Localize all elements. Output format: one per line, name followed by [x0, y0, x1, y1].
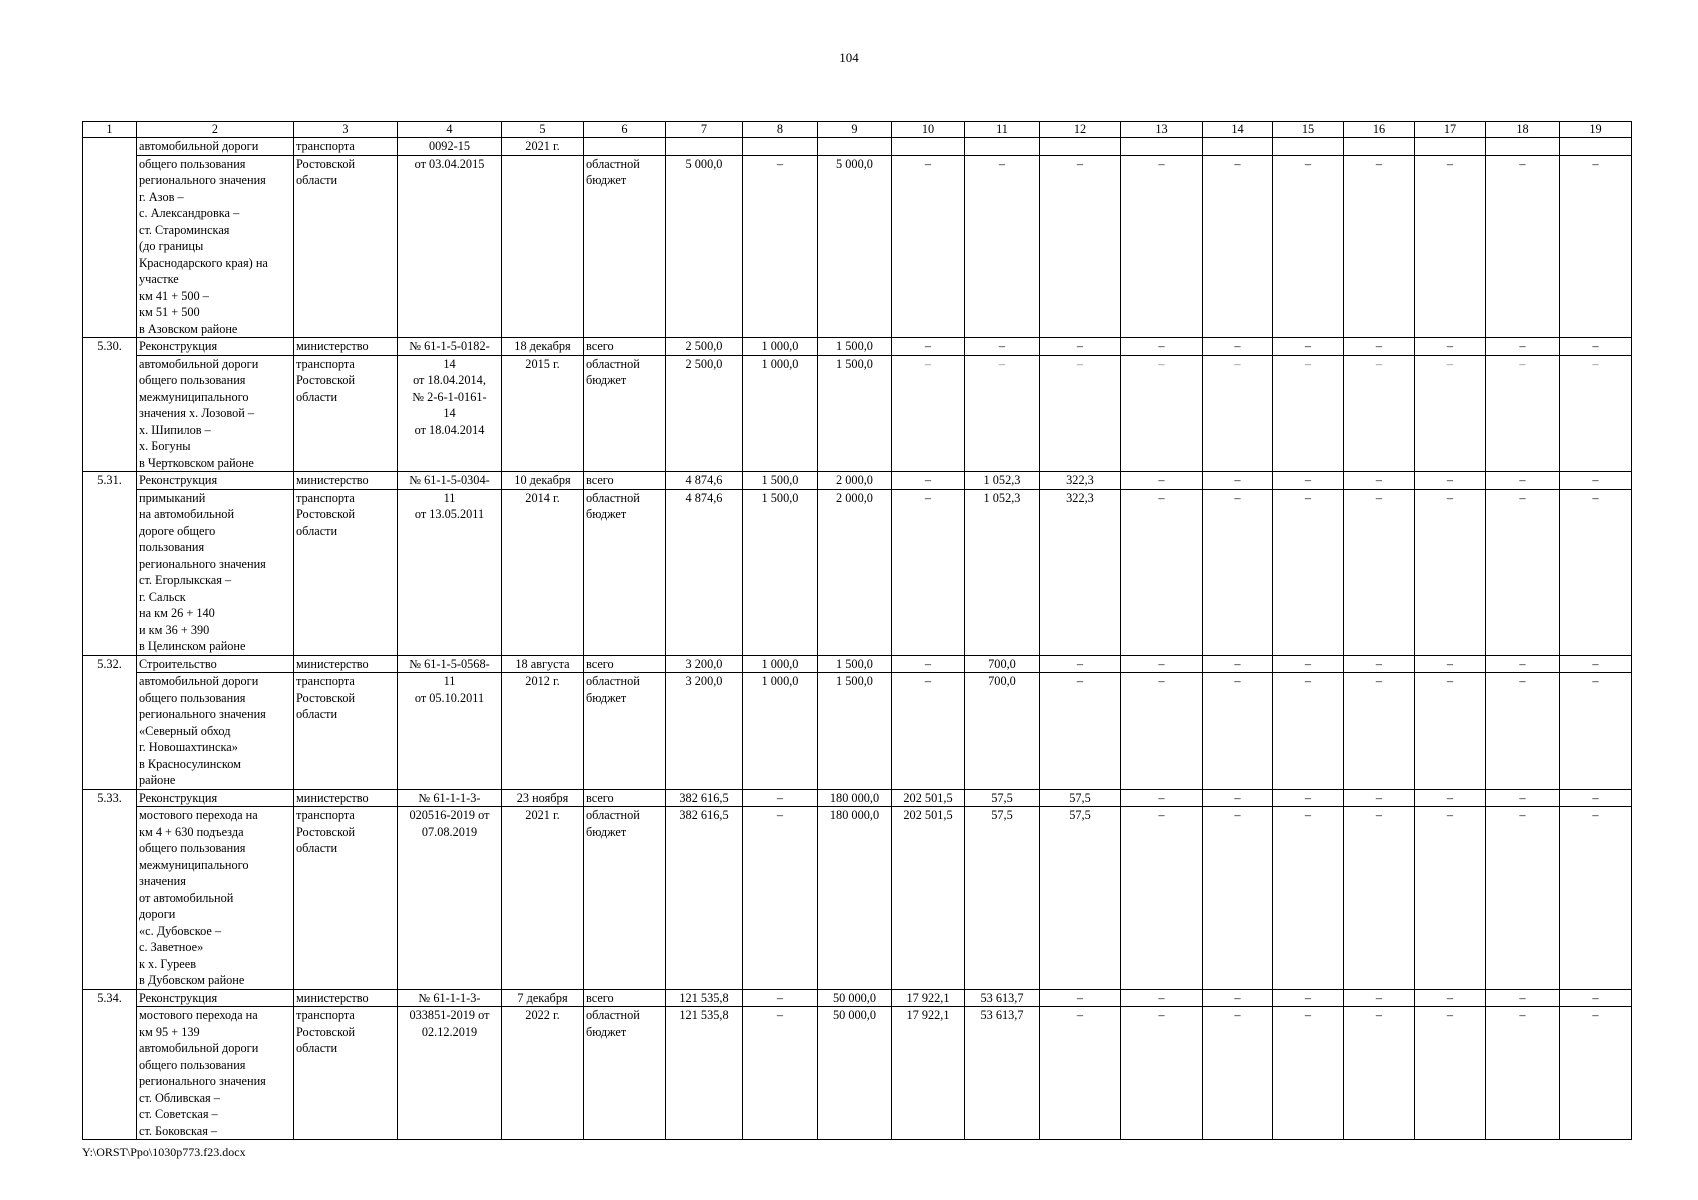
- amount-cell: –: [892, 355, 965, 472]
- amount-cell: –: [1344, 155, 1415, 338]
- completion-date-cell: [502, 155, 584, 338]
- amount-cell: 1 500,0: [743, 489, 818, 655]
- amount-cell: –: [1415, 338, 1486, 356]
- amount-cell: –: [1273, 989, 1344, 1007]
- amount-cell: –: [1415, 1007, 1486, 1140]
- amount-cell: 2 500,0: [666, 355, 743, 472]
- document-number-cell: 0092-15: [398, 138, 502, 156]
- document-number-cell: № 61-1-1-3-: [398, 989, 502, 1007]
- amount-cell: –: [1486, 807, 1560, 990]
- amount-cell: –: [743, 807, 818, 990]
- amount-cell: 121 535,8: [666, 989, 743, 1007]
- amount-cell: 2 500,0: [666, 338, 743, 356]
- amount-cell: –: [1121, 489, 1203, 655]
- amount-cell: 1 500,0: [818, 673, 892, 790]
- amount-cell: –: [1560, 789, 1632, 807]
- funding-source-cell: всего: [584, 655, 666, 673]
- item-number-cell: 5.30.: [83, 338, 137, 472]
- amount-cell: –: [1415, 472, 1486, 490]
- amount-cell: 5 000,0: [818, 155, 892, 338]
- amount-cell: –: [1560, 472, 1632, 490]
- completion-date-cell: 18 августа: [502, 655, 584, 673]
- table-row: [83, 655, 1632, 673]
- amount-cell: –: [743, 1007, 818, 1140]
- organization-cell: транспорта Ростовской области: [294, 807, 398, 990]
- table-row: [83, 489, 1632, 655]
- amount-cell: [1273, 138, 1344, 156]
- amount-cell: –: [1273, 355, 1344, 472]
- item-number-cell: 5.32.: [83, 655, 137, 789]
- amount-cell: [1040, 138, 1121, 156]
- object-name-cell: Реконструкция: [137, 338, 294, 356]
- item-number-cell: [83, 138, 137, 338]
- amount-cell: –: [1121, 789, 1203, 807]
- completion-date-cell: 18 декабря: [502, 338, 584, 356]
- amount-cell: 382 616,5: [666, 789, 743, 807]
- amount-cell: –: [1560, 807, 1632, 990]
- column-number-header: 5: [502, 122, 584, 138]
- amount-cell: –: [1273, 789, 1344, 807]
- amount-cell: –: [1415, 355, 1486, 472]
- amount-cell: –: [1203, 155, 1273, 338]
- amount-cell: –: [1273, 807, 1344, 990]
- amount-cell: 1 000,0: [743, 655, 818, 673]
- completion-date-cell: 2014 г.: [502, 489, 584, 655]
- amount-cell: [743, 138, 818, 156]
- document-number-cell: 020516-2019 от 07.08.2019: [398, 807, 502, 990]
- amount-cell: –: [892, 489, 965, 655]
- completion-date-cell: 2021 г.: [502, 138, 584, 156]
- amount-cell: [965, 138, 1040, 156]
- amount-cell: –: [965, 355, 1040, 472]
- amount-cell: –: [1415, 989, 1486, 1007]
- amount-cell: –: [1486, 673, 1560, 790]
- completion-date-cell: 7 декабря: [502, 989, 584, 1007]
- object-name-cell: Реконструкция: [137, 789, 294, 807]
- amount-cell: –: [1415, 673, 1486, 790]
- document-number-cell: от 03.04.2015: [398, 155, 502, 338]
- amount-cell: –: [1203, 807, 1273, 990]
- amount-cell: –: [1560, 338, 1632, 356]
- object-name-cell: Строительство: [137, 655, 294, 673]
- amount-cell: –: [1486, 789, 1560, 807]
- column-number-header: 11: [965, 122, 1040, 138]
- amount-cell: –: [1273, 655, 1344, 673]
- organization-cell: министерство: [294, 655, 398, 673]
- document-number-cell: № 61-1-5-0304-: [398, 472, 502, 490]
- amount-cell: 121 535,8: [666, 1007, 743, 1140]
- object-name-cell: автомобильной дороги общего пользования регионального значения «Северный обход г. Новошахтинска» в Красносулинском районе: [137, 673, 294, 790]
- amount-cell: 202 501,5: [892, 789, 965, 807]
- amount-cell: –: [1344, 472, 1415, 490]
- amount-cell: –: [1273, 1007, 1344, 1140]
- amount-cell: –: [1486, 472, 1560, 490]
- amount-cell: –: [1344, 789, 1415, 807]
- amount-cell: –: [1203, 989, 1273, 1007]
- object-name-cell: мостового перехода на км 4 + 630 подъезда общего пользования межмуниципального значения от автомобильной дороги «с. Дубовское – с. Заветное» к х. Гуреев в Дубовском районе: [137, 807, 294, 990]
- funding-source-cell: областной бюджет: [584, 155, 666, 338]
- amount-cell: 1 052,3: [965, 472, 1040, 490]
- amount-cell: –: [1273, 673, 1344, 790]
- amount-cell: [1344, 138, 1415, 156]
- document-number-cell: № 61-1-1-3-: [398, 789, 502, 807]
- amount-cell: 57,5: [965, 807, 1040, 990]
- amount-cell: –: [1203, 472, 1273, 490]
- amount-cell: –: [1486, 655, 1560, 673]
- column-number-header: 6: [584, 122, 666, 138]
- amount-cell: 4 874,6: [666, 489, 743, 655]
- amount-cell: [1121, 138, 1203, 156]
- organization-cell: министерство: [294, 338, 398, 356]
- amount-cell: 1 052,3: [965, 489, 1040, 655]
- object-name-cell: примыканий на автомобильной дороге общего пользования регионального значения ст. Егорлыкская – г. Сальск на км 26 + 140 и км 36 + 390 в Целинском районе: [137, 489, 294, 655]
- column-number-header: 10: [892, 122, 965, 138]
- organization-cell: транспорта: [294, 138, 398, 156]
- amount-cell: [666, 138, 743, 156]
- column-number-header: 19: [1560, 122, 1632, 138]
- amount-cell: 700,0: [965, 673, 1040, 790]
- amount-cell: 1 500,0: [818, 655, 892, 673]
- amount-cell: –: [892, 673, 965, 790]
- amount-cell: –: [1560, 989, 1632, 1007]
- amount-cell: 2 000,0: [818, 489, 892, 655]
- column-number-header: 18: [1486, 122, 1560, 138]
- column-number-header: 13: [1121, 122, 1203, 138]
- column-number-header: 3: [294, 122, 398, 138]
- organization-cell: министерство: [294, 789, 398, 807]
- funding-source-cell: всего: [584, 989, 666, 1007]
- amount-cell: –: [1121, 155, 1203, 338]
- column-number-header: 1: [83, 122, 137, 138]
- amount-cell: –: [892, 655, 965, 673]
- amount-cell: [1415, 138, 1486, 156]
- funding-source-cell: областной бюджет: [584, 1007, 666, 1140]
- organization-cell: транспорта Ростовской области: [294, 489, 398, 655]
- amount-cell: –: [1203, 1007, 1273, 1140]
- amount-cell: –: [1560, 673, 1632, 790]
- table-row: [83, 807, 1632, 990]
- amount-cell: –: [892, 472, 965, 490]
- amount-cell: 17 922,1: [892, 1007, 965, 1140]
- amount-cell: –: [1203, 489, 1273, 655]
- funding-source-cell: областной бюджет: [584, 807, 666, 990]
- amount-cell: –: [965, 338, 1040, 356]
- amount-cell: –: [1486, 489, 1560, 655]
- column-number-header: 15: [1273, 122, 1344, 138]
- amount-cell: –: [1415, 155, 1486, 338]
- amount-cell: –: [1344, 355, 1415, 472]
- amount-cell: –: [1040, 989, 1121, 1007]
- amount-cell: 3 200,0: [666, 655, 743, 673]
- column-number-header: 8: [743, 122, 818, 138]
- table-row: [83, 338, 1632, 356]
- amount-cell: [892, 138, 965, 156]
- funding-source-cell: областной бюджет: [584, 355, 666, 472]
- amount-cell: –: [1121, 655, 1203, 673]
- amount-cell: 3 200,0: [666, 673, 743, 790]
- amount-cell: –: [1415, 655, 1486, 673]
- amount-cell: –: [1560, 489, 1632, 655]
- amount-cell: 4 874,6: [666, 472, 743, 490]
- amount-cell: –: [743, 989, 818, 1007]
- amount-cell: –: [1486, 155, 1560, 338]
- amount-cell: –: [1121, 807, 1203, 990]
- amount-cell: [1560, 138, 1632, 156]
- amount-cell: –: [1203, 355, 1273, 472]
- amount-cell: –: [1486, 1007, 1560, 1140]
- column-number-header: 7: [666, 122, 743, 138]
- amount-cell: 57,5: [1040, 807, 1121, 990]
- amount-cell: [1203, 138, 1273, 156]
- amount-cell: 1 000,0: [743, 673, 818, 790]
- amount-cell: –: [1121, 673, 1203, 790]
- amount-cell: –: [1344, 673, 1415, 790]
- amount-cell: –: [965, 155, 1040, 338]
- table-row: [83, 789, 1632, 807]
- column-number-header: 4: [398, 122, 502, 138]
- column-number-header: 2: [137, 122, 294, 138]
- amount-cell: –: [1273, 472, 1344, 490]
- amount-cell: –: [1040, 655, 1121, 673]
- amount-cell: [1486, 138, 1560, 156]
- amount-cell: –: [1040, 338, 1121, 356]
- amount-cell: –: [1040, 1007, 1121, 1140]
- document-number-cell: № 61-1-5-0182-: [398, 338, 502, 356]
- object-name-cell: общего пользования регионального значения г. Азов – с. Александровка – ст. Староминская (до границы Краснодарского края) на участке км 41 + 500 – км 51 + 500 в Азовском районе: [137, 155, 294, 338]
- amount-cell: 1 500,0: [818, 338, 892, 356]
- completion-date-cell: 2015 г.: [502, 355, 584, 472]
- completion-date-cell: 2022 г.: [502, 1007, 584, 1140]
- funding-source-cell: всего: [584, 789, 666, 807]
- document-number-cell: 033851-2019 от 02.12.2019: [398, 1007, 502, 1140]
- completion-date-cell: 2012 г.: [502, 673, 584, 790]
- organization-cell: министерство: [294, 989, 398, 1007]
- amount-cell: 1 000,0: [743, 355, 818, 472]
- amount-cell: –: [1203, 789, 1273, 807]
- column-number-header: 17: [1415, 122, 1486, 138]
- amount-cell: –: [1203, 655, 1273, 673]
- amount-cell: 50 000,0: [818, 1007, 892, 1140]
- amount-cell: –: [1040, 673, 1121, 790]
- column-number-header: 14: [1203, 122, 1273, 138]
- amount-cell: 322,3: [1040, 489, 1121, 655]
- column-number-header: 16: [1344, 122, 1415, 138]
- amount-cell: –: [1203, 338, 1273, 356]
- amount-cell: 50 000,0: [818, 989, 892, 1007]
- amount-cell: –: [1273, 489, 1344, 655]
- amount-cell: 57,5: [965, 789, 1040, 807]
- amount-cell: –: [1560, 655, 1632, 673]
- amount-cell: 1 500,0: [743, 472, 818, 490]
- amount-cell: 700,0: [965, 655, 1040, 673]
- table-row: [83, 138, 1632, 156]
- amount-cell: 202 501,5: [892, 807, 965, 990]
- object-name-cell: автомобильной дороги общего пользования межмуниципального значения х. Лозовой – х. Шипилов – х. Богуны в Чертковском районе: [137, 355, 294, 472]
- page-number: 104: [839, 50, 859, 65]
- amount-cell: 53 613,7: [965, 989, 1040, 1007]
- item-number-cell: 5.31.: [83, 472, 137, 656]
- table-row: [83, 989, 1632, 1007]
- amount-cell: 5 000,0: [666, 155, 743, 338]
- amount-cell: –: [1344, 989, 1415, 1007]
- object-name-cell: автомобильной дороги: [137, 138, 294, 156]
- document-number-cell: 11 от 13.05.2011: [398, 489, 502, 655]
- amount-cell: –: [1344, 489, 1415, 655]
- item-number-cell: 5.34.: [83, 989, 137, 1140]
- funding-source-cell: областной бюджет: [584, 489, 666, 655]
- amount-cell: –: [1273, 155, 1344, 338]
- organization-cell: министерство: [294, 472, 398, 490]
- table-row: [83, 355, 1632, 472]
- amount-cell: –: [1415, 807, 1486, 990]
- amount-cell: –: [1344, 1007, 1415, 1140]
- amount-cell: 53 613,7: [965, 1007, 1040, 1140]
- object-name-cell: Реконструкция: [137, 472, 294, 490]
- amount-cell: –: [892, 155, 965, 338]
- amount-cell: 180 000,0: [818, 789, 892, 807]
- amount-cell: –: [1486, 989, 1560, 1007]
- table-row: [83, 673, 1632, 790]
- amount-cell: –: [1273, 338, 1344, 356]
- amount-cell: 2 000,0: [818, 472, 892, 490]
- amount-cell: 1 000,0: [743, 338, 818, 356]
- document-number-cell: 11 от 05.10.2011: [398, 673, 502, 790]
- table-row: [83, 1007, 1632, 1140]
- item-number-cell: 5.33.: [83, 789, 137, 989]
- amount-cell: 57,5: [1040, 789, 1121, 807]
- amount-cell: –: [1415, 789, 1486, 807]
- completion-date-cell: 23 ноября: [502, 789, 584, 807]
- funding-source-cell: областной бюджет: [584, 673, 666, 790]
- column-number-row: [83, 122, 1632, 138]
- amount-cell: –: [1344, 807, 1415, 990]
- amount-cell: 322,3: [1040, 472, 1121, 490]
- completion-date-cell: 10 декабря: [502, 472, 584, 490]
- amount-cell: –: [1121, 355, 1203, 472]
- amount-cell: –: [1486, 338, 1560, 356]
- amount-cell: 180 000,0: [818, 807, 892, 990]
- amount-cell: 382 616,5: [666, 807, 743, 990]
- amount-cell: –: [1121, 472, 1203, 490]
- amount-cell: –: [1040, 355, 1121, 472]
- table-row: [83, 472, 1632, 490]
- object-name-cell: Реконструкция: [137, 989, 294, 1007]
- amount-cell: –: [1486, 355, 1560, 472]
- organization-cell: транспорта Ростовской области: [294, 355, 398, 472]
- amount-cell: –: [1121, 989, 1203, 1007]
- amount-cell: –: [743, 789, 818, 807]
- document-number-cell: 14 от 18.04.2014, № 2-6-1-0161- 14 от 18.04.2014: [398, 355, 502, 472]
- amount-cell: –: [1344, 338, 1415, 356]
- organization-cell: Ростовской области: [294, 155, 398, 338]
- amount-cell: [818, 138, 892, 156]
- organization-cell: транспорта Ростовской области: [294, 1007, 398, 1140]
- amount-cell: –: [1560, 155, 1632, 338]
- amount-cell: –: [1121, 338, 1203, 356]
- amount-cell: –: [1560, 1007, 1632, 1140]
- funding-source-cell: всего: [584, 472, 666, 490]
- amount-cell: –: [1203, 673, 1273, 790]
- amount-cell: –: [892, 338, 965, 356]
- funding-source-cell: [584, 138, 666, 156]
- document-number-cell: № 61-1-5-0568-: [398, 655, 502, 673]
- amount-cell: –: [743, 155, 818, 338]
- funding-source-cell: всего: [584, 338, 666, 356]
- amount-cell: –: [1560, 355, 1632, 472]
- organization-cell: транспорта Ростовской области: [294, 673, 398, 790]
- object-name-cell: мостового перехода на км 95 + 139 автомобильной дороги общего пользования регионального значения ст. Обливская – ст. Советская – ст. Боковская –: [137, 1007, 294, 1140]
- amount-cell: 17 922,1: [892, 989, 965, 1007]
- budget-table: [82, 121, 1632, 1140]
- amount-cell: –: [1121, 1007, 1203, 1140]
- amount-cell: –: [1344, 655, 1415, 673]
- file-path-footer: Y:\ORST\Ppo\1030p773.f23.docx: [82, 1145, 246, 1159]
- table-row: [83, 155, 1632, 338]
- amount-cell: –: [1415, 489, 1486, 655]
- amount-cell: 1 500,0: [818, 355, 892, 472]
- column-number-header: 9: [818, 122, 892, 138]
- amount-cell: –: [1040, 155, 1121, 338]
- column-number-header: 12: [1040, 122, 1121, 138]
- completion-date-cell: 2021 г.: [502, 807, 584, 990]
